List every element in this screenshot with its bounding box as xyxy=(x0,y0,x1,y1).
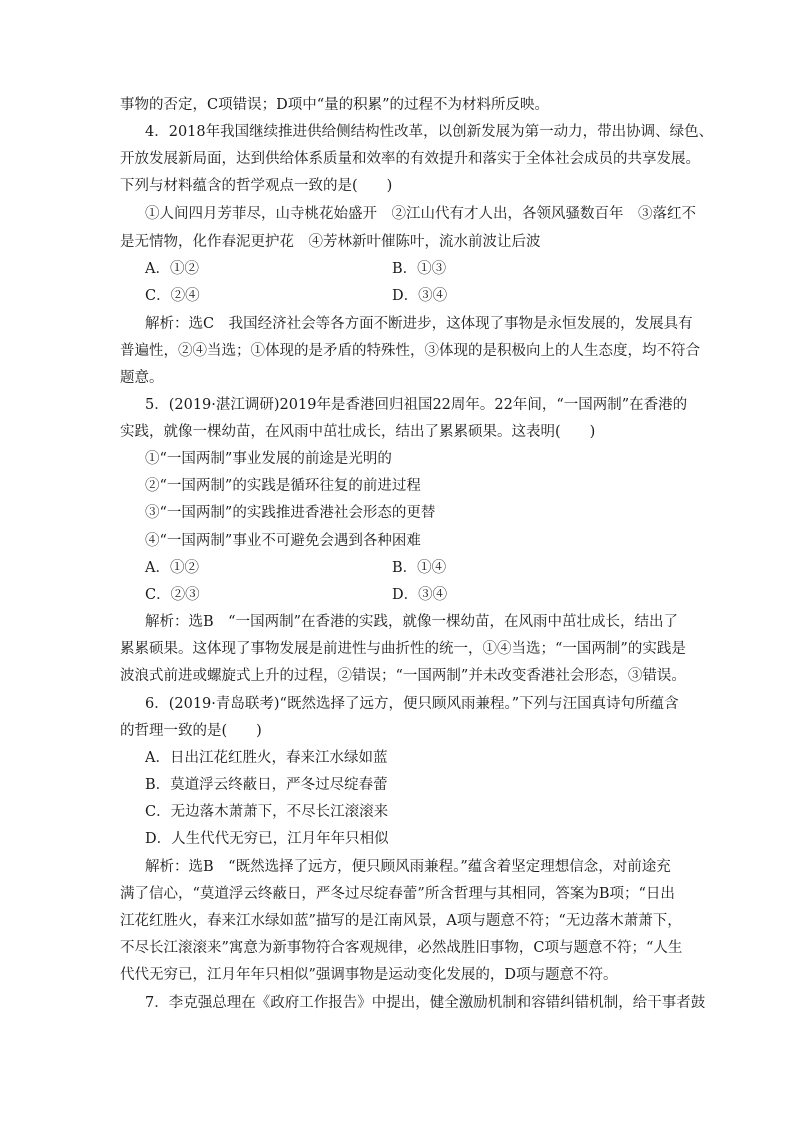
question-5-stem-line-1: 5．(2019·湛江调研)2019年是香港回归祖国22周年。22年间，“一国两制”在香港的 xyxy=(145,397,688,413)
question-6-stem-line-2: 的哲理一致的是( ) xyxy=(120,723,262,739)
question-6-option-b: B．莫道浮云终蔽日，严冬过尽绽春蕾 xyxy=(145,777,388,793)
question-5-option-a: A．①② xyxy=(145,560,199,576)
question-4-option-b: B．①③ xyxy=(392,261,447,277)
question-6-option-d: D．人生代代无穷已，江月年年只相似 xyxy=(145,831,389,847)
question-4-statements-line-2: 是无情物，化作春泥更护花 ④芳林新叶催陈叶，流水前波让后波 xyxy=(120,234,541,250)
answer-continuation-line: 事物的否定，C项错误；D项中“量的积累”的过程不为材料所反映。 xyxy=(120,97,550,113)
question-6-option-a: A．日出江花红胜火，春来江水绿如蓝 xyxy=(145,750,388,766)
question-5-statement-4: ④“一国两制”事业不可避免会遇到各种困难 xyxy=(145,533,421,549)
question-5-analysis-line-3: 波浪式前进或螺旋式上升的过程，②错误；“一国两制”并未改变香港社会形态，③错误。 xyxy=(120,668,686,684)
question-4-stem-line-1: 4．2018年我国继续推进供给侧结构性改革，以创新发展为第一动力，带出协调、绿色、 xyxy=(145,124,714,140)
question-4-analysis-line-2: 普遍性，②④当选；①体现的是矛盾的特殊性，③体现的是积极向上的人生态度，均不符合 xyxy=(120,343,700,359)
question-5-analysis-line-1: 解析：选B “一国两制”在香港的实践，就像一棵幼苗，在风雨中茁壮成长，结出了 xyxy=(145,614,678,630)
question-5-option-d: D．③④ xyxy=(392,587,448,603)
question-4-stem-line-3: 下列与材料蕴含的哲学观点一致的是( ) xyxy=(120,178,393,194)
question-6-analysis-line-2: 满了信心，“莫道浮云终蔽日，严冬过尽绽春蕾”所含哲理与其相同，答案为B项；“日出 xyxy=(120,886,675,902)
question-6-stem-line-1: 6．(2019·青岛联考)“既然选择了远方，便只顾风雨兼程。”下列与汪国真诗句所蕴含 xyxy=(145,696,679,712)
question-4-statements-line-1: ①人间四月芳菲尽，山寺桃花始盛开 ②江山代有才人出，各领风骚数百年 ③落红不 xyxy=(145,206,696,222)
question-5-stem-line-2: 实践，就像一棵幼苗，在风雨中茁壮成长，结出了累累硕果。这表明( ) xyxy=(120,424,596,440)
question-6-analysis-line-1: 解析：选B “既然选择了远方，便只顾风雨兼程。”蕴含着坚定理想信念，对前途充 xyxy=(145,859,671,875)
question-6-option-c: C．无边落木萧萧下，不尽长江滚滚来 xyxy=(145,804,389,820)
question-6-analysis-line-3: 江花红胜火，春来江水绿如蓝”描写的是江南风景，A项与题意不符；“无边落木萧萧下， xyxy=(120,913,682,929)
question-6-analysis-line-4: 不尽长江滚滚来”寓意为新事物符合客观规律，必然战胜旧事物，C项与题意不符；“人生 xyxy=(120,940,683,956)
question-4-analysis-line-1: 解析：选C 我国经济社会等各方面不断进步，这体现了事物是永恒发展的，发展具有 xyxy=(145,316,693,332)
question-5-option-c: C．②③ xyxy=(145,587,200,603)
question-5-statement-3: ③“一国两制”的实践推进香港社会形态的更替 xyxy=(145,505,436,521)
question-7-stem-line-1: 7．李克强总理在《政府工作报告》中提出，健全激励机制和容错纠错机制，给干事者鼓 xyxy=(145,995,706,1011)
question-5-option-b: B．①④ xyxy=(392,560,447,576)
question-5-statement-2: ②“一国两制”的实践是循环往复的前进过程 xyxy=(145,478,421,494)
question-5-analysis-line-2: 累累硕果。这体现了事物发展是前进性与曲折性的统一，①④当选；“一国两制”的实践是 xyxy=(120,641,686,657)
question-6-analysis-line-5: 代代无穷已，江月年年只相似”强调事物是运动变化发展的，D项与题意不符。 xyxy=(120,967,618,983)
question-4-option-c: C．②④ xyxy=(145,288,200,304)
question-4-option-d: D．③④ xyxy=(392,288,448,304)
question-4-option-a: A．①② xyxy=(145,261,199,277)
question-4-stem-line-2: 开放发展新局面，达到供给体系质量和效率的有效提升和落实于全体社会成员的共享发展。 xyxy=(120,151,700,167)
question-4-analysis-line-3: 题意。 xyxy=(120,370,164,386)
question-5-statement-1: ①“一国两制”事业发展的前途是光明的 xyxy=(145,451,392,467)
